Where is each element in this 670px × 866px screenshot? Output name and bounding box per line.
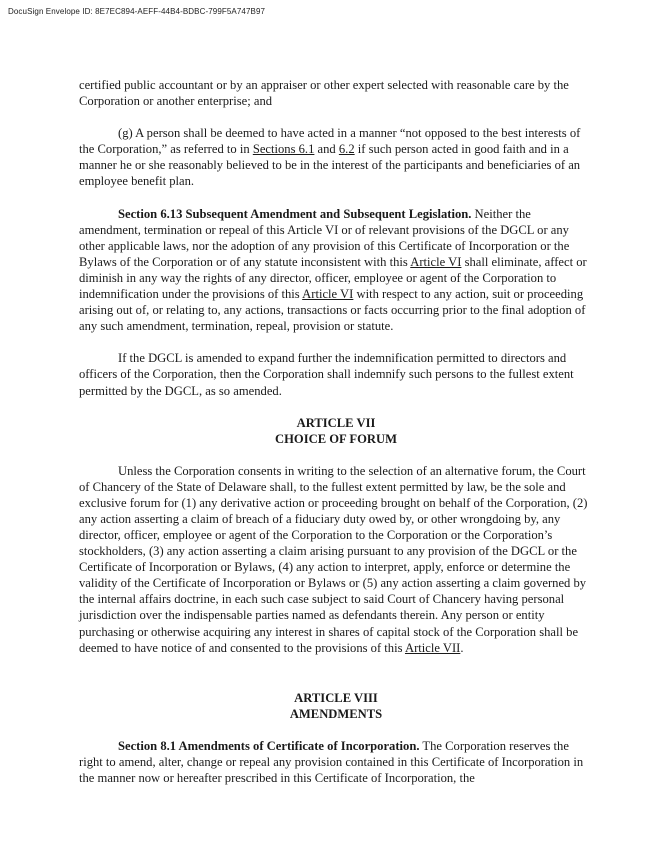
paragraph-text: and <box>314 142 339 157</box>
paragraph-g <box>79 125 593 189</box>
article-vi-link[interactable]: Article VI <box>302 287 354 302</box>
article-viii-number: ARTICLE VIII <box>294 690 378 705</box>
paragraph-text: The Corporation reserves the right to amend, alter, change or repeal any provision contained in this Certificate of Incorporation in the manner now or hereafter prescribed in this Certificate of Incorporation, the <box>79 738 584 785</box>
article-vi-link[interactable]: Article VI <box>410 254 462 269</box>
article-viii-heading <box>79 690 593 722</box>
paragraph-text: with respect to any action, suit or proceeding arising out of, or relating to, any actions, transactions or facts occurring prior to the final adoption of any such amendment, termination, repeal, provision or statute. <box>79 287 586 334</box>
section-6-2-link[interactable]: 6.2 <box>338 142 355 157</box>
section-8-1 <box>79 738 593 786</box>
docusign-envelope-id: DocuSign Envelope ID: 8E7EC894-AEFF-44B4-BDBC-799F5A747B97 <box>8 7 266 16</box>
document-body <box>79 77 593 802</box>
paragraph-text: (g) A person shall be deemed to have acted in a manner “not opposed to the best interests of the Corporation,” as referred to in <box>79 126 581 157</box>
article-vii-body <box>79 463 593 656</box>
paragraph-text: Neither the amendment, termination or repeal of this Article VI or of relevant provisions of the DGCL or any other applicable laws, nor the adoption of any provision of this Certificate of Incorporation or the Bylaws of the Corporation or of any statute inconsistent with this <box>79 206 570 269</box>
article-vii-link[interactable]: Article VII <box>404 640 461 655</box>
article-vii-heading <box>79 415 593 447</box>
section-8-1-title: Section 8.1 Amendments of Certificate of Incorporation. <box>118 738 420 753</box>
sections-6-1-link[interactable]: Sections 6.1 <box>252 142 315 157</box>
article-vii-title: CHOICE OF FORUM <box>275 431 397 446</box>
paragraph-text: if such person acted in good faith and in a manner he or she reasonably believed to be in the interest of the participants and beneficiaries of an employee benefit plan. <box>79 142 581 189</box>
section-6-13-title: Section 6.13 Subsequent Amendment and Subsequent Legislation. <box>118 206 472 221</box>
paragraph-text: shall eliminate, affect or diminish in any way the rights of any director, officer, employee or agent of the Corporation to indemnification under the provisions of this <box>79 254 587 302</box>
section-6-13 <box>79 206 593 335</box>
spacer <box>79 672 593 690</box>
paragraph-dgcl-amendment: If the DGCL is amended to expand further the indemnification permitted to directors and officers of the Corporation, then the Corporation shall indemnify such persons to the fullest extent permitted by the DGCL, as so amended. <box>79 351 574 398</box>
paragraph-text: . <box>460 640 464 655</box>
paragraph-f-continuation: certified public accountant or by an appraiser or other expert selected with reasonable care by the Corporation or another enterprise; and <box>79 78 569 109</box>
paragraph-text: Unless the Corporation consents in writing to the selection of an alternative forum, the Court of Chancery of the State of Delaware shall, to the fullest extent permitted by law, be the sole and exclusive forum for (1) any derivative action or proceeding brought on behalf of the Corporation, (2) any action asserting a claim of breach of a fiduciary duty owed by, or other wrongdoing by, any director, officer, employee or agent of the Corporation to the Corporation or the Corporation’s stockholders, (3) any action asserting a claim arising pursuant to any provision of the DGCL or the Certificate of Incorporation or Bylaws, (4) any action to interpret, apply, enforce or determine the validity of the Certificate of Incorporation or Bylaws or (5) any action asserting a claim governed by the internal affairs doctrine, in each such case subject to said Court of Chancery having personal jurisdiction over the indispensable parties named as defendants therein. Any person or entity purchasing or otherwise acquiring any interest in shares of capital stock of the Corporation shall be deemed to have notice of and consented to the provisions of this <box>79 463 588 655</box>
article-viii-title: AMENDMENTS <box>289 706 383 721</box>
article-vii-number: ARTICLE VII <box>296 415 376 430</box>
